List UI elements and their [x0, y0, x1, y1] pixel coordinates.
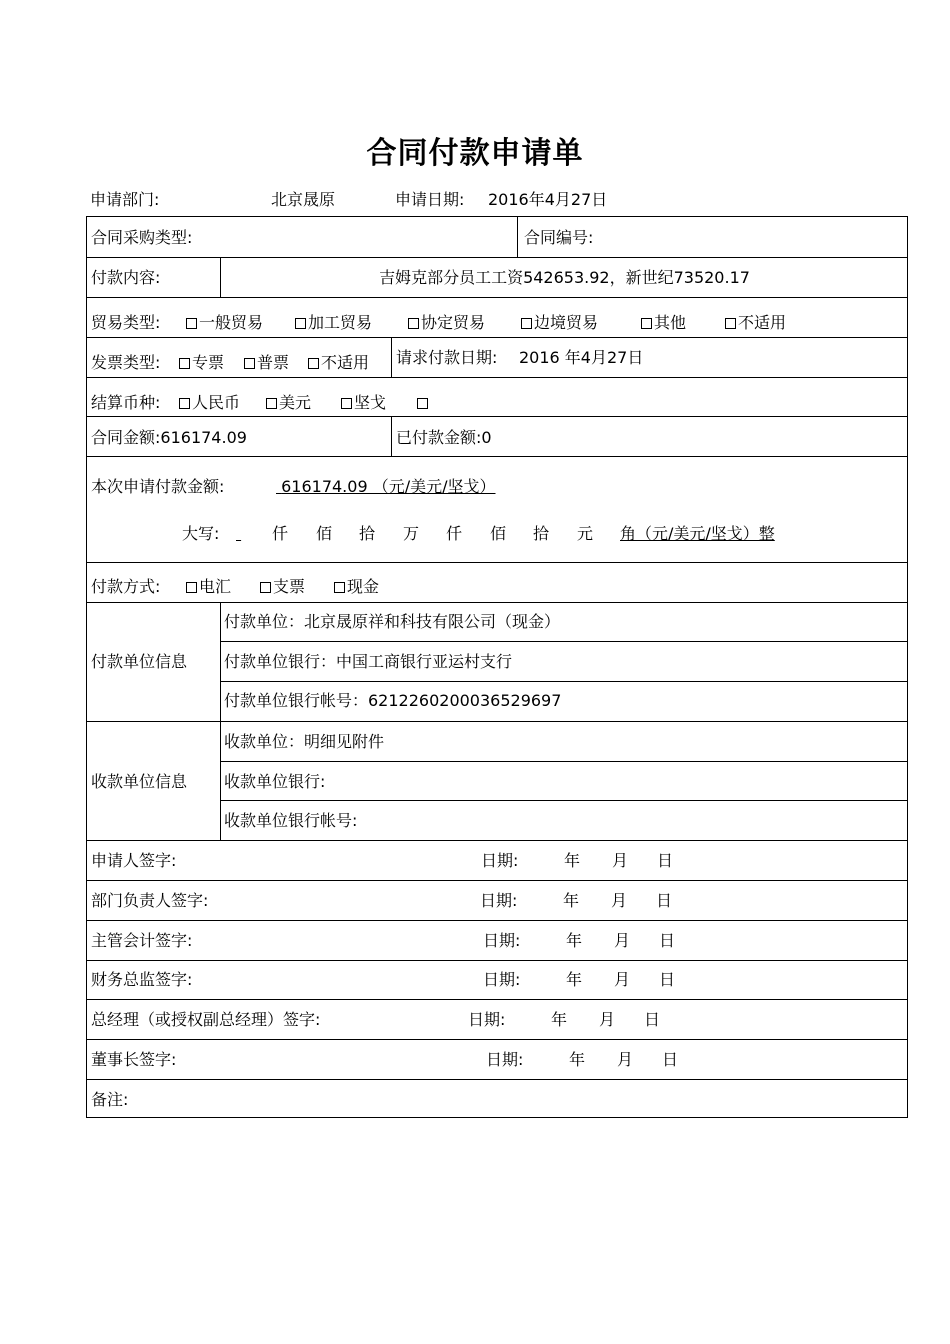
checkbox-icon	[521, 318, 532, 329]
year-label: 年	[551, 1010, 568, 1029]
contract-type-label: 合同采购类型:	[91, 228, 193, 247]
daxie-unit: 角（元/美元/坚戈）整	[620, 524, 775, 543]
month-label: 月	[614, 931, 631, 950]
daxie-unit: 佰	[490, 524, 507, 543]
checkbox-icon	[641, 318, 652, 329]
month-label: 月	[612, 851, 629, 870]
request-amount-value: 616174.09 （元/美元/坚戈）	[281, 477, 496, 496]
date-label: 申请日期:	[395, 190, 465, 209]
signature-date-label: 日期:	[483, 970, 521, 989]
payer-account: 付款单位银行帐号：6212260200036529697	[224, 691, 562, 710]
method-option-check[interactable]: 支票	[260, 577, 305, 597]
signature-date-label: 日期:	[468, 1010, 506, 1029]
checkbox-icon	[408, 318, 419, 329]
daxie-label: 大写:	[182, 524, 220, 543]
invoice-option-na[interactable]: 不适用	[308, 353, 369, 373]
date-value: 2016年4月27日	[488, 190, 608, 209]
contract-amount: 合同金额:616174.09	[91, 428, 247, 447]
daxie-unit: 拾	[359, 524, 376, 543]
daxie-unit: 元	[577, 524, 594, 543]
invoice-option-special[interactable]: 专票	[179, 353, 224, 373]
checkbox-icon	[179, 398, 190, 409]
year-label: 年	[566, 970, 583, 989]
checkbox-icon	[295, 318, 306, 329]
method-option-cash[interactable]: 现金	[334, 577, 379, 597]
trade-option-general[interactable]: 一般贸易	[186, 313, 263, 333]
trade-option-border[interactable]: 边境贸易	[521, 313, 598, 333]
payer-unit: 付款单位：北京晟原祥和科技有限公司（现金）	[224, 612, 561, 631]
daxie-unit: 仟	[272, 524, 289, 543]
payment-content-label: 付款内容:	[91, 268, 161, 287]
daxie-unit: 拾	[533, 524, 550, 543]
page-title: 合同付款申请单	[366, 136, 584, 171]
daxie-unit: 万	[403, 524, 420, 543]
checkbox-icon	[266, 398, 277, 409]
trade-option-agreement[interactable]: 协定贸易	[408, 313, 485, 333]
signature-label: 董事长签字:	[91, 1050, 177, 1069]
signature-label: 主管会计签字:	[91, 931, 193, 950]
day-label: 日	[659, 970, 676, 989]
signature-date-label: 日期:	[486, 1050, 524, 1069]
day-label: 日	[657, 851, 674, 870]
signature-label: 部门负责人签字:	[91, 891, 209, 910]
signature-date-label: 日期:	[483, 931, 521, 950]
day-label: 日	[662, 1050, 679, 1069]
checkbox-icon	[341, 398, 352, 409]
trade-option-na[interactable]: 不适用	[725, 313, 786, 333]
payee-account: 收款单位银行帐号:	[224, 811, 358, 830]
month-label: 月	[614, 970, 631, 989]
year-label: 年	[566, 931, 583, 950]
dept-value: 北京晟原	[271, 190, 336, 209]
payment-content-value: 吉姆克部分员工工资542653.92，新世纪73520.17	[379, 268, 750, 287]
currency-option-kzt[interactable]: 坚戈	[341, 393, 386, 413]
currency-option-usd[interactable]: 美元	[266, 393, 311, 413]
signature-date-label: 日期:	[481, 851, 519, 870]
dept-label: 申请部门:	[90, 190, 160, 209]
signature-label: 申请人签字:	[91, 851, 177, 870]
payee-unit: 收款单位：明细见附件	[224, 732, 385, 751]
checkbox-icon	[179, 358, 190, 369]
checkbox-icon	[725, 318, 736, 329]
month-label: 月	[617, 1050, 634, 1069]
daxie-unit: 佰	[316, 524, 333, 543]
request-date-value: 2016 年4月27日	[519, 348, 644, 367]
contract-number-label: 合同编号:	[524, 228, 594, 247]
checkbox-icon	[244, 358, 255, 369]
invoice-type-label: 发票类型:	[91, 353, 161, 372]
year-label: 年	[569, 1050, 586, 1069]
trade-option-processing[interactable]: 加工贸易	[295, 313, 372, 333]
request-date-label: 请求付款日期:	[396, 348, 498, 367]
invoice-option-normal[interactable]: 普票	[244, 353, 289, 373]
year-label: 年	[564, 851, 581, 870]
method-option-wire[interactable]: 电汇	[186, 577, 231, 597]
checkbox-icon	[186, 582, 197, 593]
checkbox-icon	[260, 582, 271, 593]
signature-label: 财务总监签字:	[91, 970, 193, 989]
payee-section-label: 收款单位信息	[91, 772, 188, 791]
form-table	[86, 216, 908, 1118]
payee-bank: 收款单位银行:	[224, 772, 326, 791]
currency-option-blank[interactable]	[417, 393, 430, 413]
payer-section-label: 付款单位信息	[91, 652, 188, 671]
remarks-label: 备注:	[91, 1090, 129, 1109]
payer-bank: 付款单位银行：中国工商银行亚运村支行	[224, 652, 513, 671]
currency-option-rmb[interactable]: 人民币	[179, 393, 240, 413]
trade-option-other[interactable]: 其他	[641, 313, 686, 333]
checkbox-icon	[308, 358, 319, 369]
checkbox-icon	[417, 398, 428, 409]
signature-label: 总经理（或授权副总经理）签字:	[91, 1010, 321, 1029]
trade-type-label: 贸易类型:	[91, 313, 161, 332]
month-label: 月	[611, 891, 628, 910]
month-label: 月	[599, 1010, 616, 1029]
day-label: 日	[656, 891, 673, 910]
year-label: 年	[563, 891, 580, 910]
paid-amount: 已付款金额:0	[396, 428, 492, 447]
checkbox-icon	[334, 582, 345, 593]
day-label: 日	[644, 1010, 661, 1029]
payment-method-label: 付款方式:	[91, 577, 161, 596]
request-amount-label: 本次申请付款金额:	[91, 477, 225, 496]
day-label: 日	[659, 931, 676, 950]
currency-label: 结算币种:	[91, 393, 161, 412]
checkbox-icon	[186, 318, 197, 329]
signature-date-label: 日期:	[480, 891, 518, 910]
daxie-unit: 仟	[446, 524, 463, 543]
